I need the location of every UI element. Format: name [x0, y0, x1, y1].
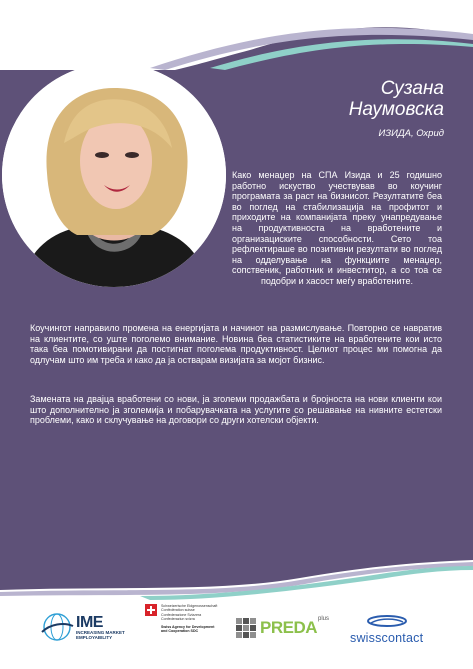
preda-plus-word: plus: [318, 616, 330, 622]
swiss-line-1: Schweizerische Eidgenossenschaft: [161, 604, 218, 608]
swiss-line-4: Confederaziun svizra: [161, 617, 195, 622]
ime-title: IME: [76, 613, 103, 631]
ime-subtitle-1: INCREASING MARKET: [76, 629, 125, 635]
swiss-line-2: Confédération suisse: [161, 608, 195, 613]
preda-grid-icon: [236, 618, 256, 638]
ime-globe-icon: [40, 610, 74, 644]
organization-label: ИЗИДА, Охрид: [378, 128, 444, 139]
person-first-name: Сузана: [380, 78, 444, 99]
swisscontact-logo: [350, 614, 423, 645]
swiss-line-5: Swiss Agency for Development: [161, 624, 215, 629]
testimonial-paragraph-second: Коучингот направило промена на енергијата и начинот на размислување. Повторно се навратив на клиентите, со уште поголемо внимание. Новина беа статистиките на вработените кои исто така беа помотивирани да постигнат поголема продуктивност. Целиот процес ми помогна да одлучам што им треба и како да ја остварам визијата за мојот бизнис.: [30, 323, 442, 365]
person-name: [349, 78, 444, 120]
swisscontact-word: swisscontact: [350, 631, 424, 645]
swisscontact-swirl-icon: [365, 614, 409, 628]
portrait-photo: [2, 63, 226, 287]
swiss-confederation-logo: [145, 604, 217, 633]
preda-plus-logo: [236, 618, 329, 638]
ime-logo: [40, 610, 125, 644]
swiss-line-3: Confederazione Svizzera: [161, 612, 202, 617]
preda-word: PREDA: [260, 618, 318, 637]
top-wave-decoration: [0, 0, 473, 70]
testimonial-paragraph-third: Замената на двајца вработени со нови, ја зголеми продажбата и бројноста на нови клиенти кои што дополнително ја зголемија и побарувачката на услугите со решавање на нивните естетски проблеми, како и склучување на договори со други хотелски објекти.: [30, 394, 442, 426]
testimonial-paragraph-intro: Како менаџер на СПА Изида и 25 годишно работно искуство учествував во коучинг програмата за раст на бизнисот. Резултатите беа во поглед на стабилизација на профитот и приходите на компанијата преку унапредување на продуктивноста на вработените и организациските способности. Сето тоа рефлектираше во позитивни резултати во поглед на одделување на функциите менаџер, сопственик, работник и инвеститор, а со тоа се подобри и хасост меѓу вработените.: [232, 170, 442, 286]
person-last-name: Наумовска: [348, 99, 444, 120]
ime-subtitle-2: EMPLOYABILITY: [76, 634, 113, 640]
swiss-flag-icon: [145, 604, 157, 616]
swiss-line-6: and Cooperation SDC: [161, 629, 199, 634]
partner-logos: [0, 596, 473, 656]
